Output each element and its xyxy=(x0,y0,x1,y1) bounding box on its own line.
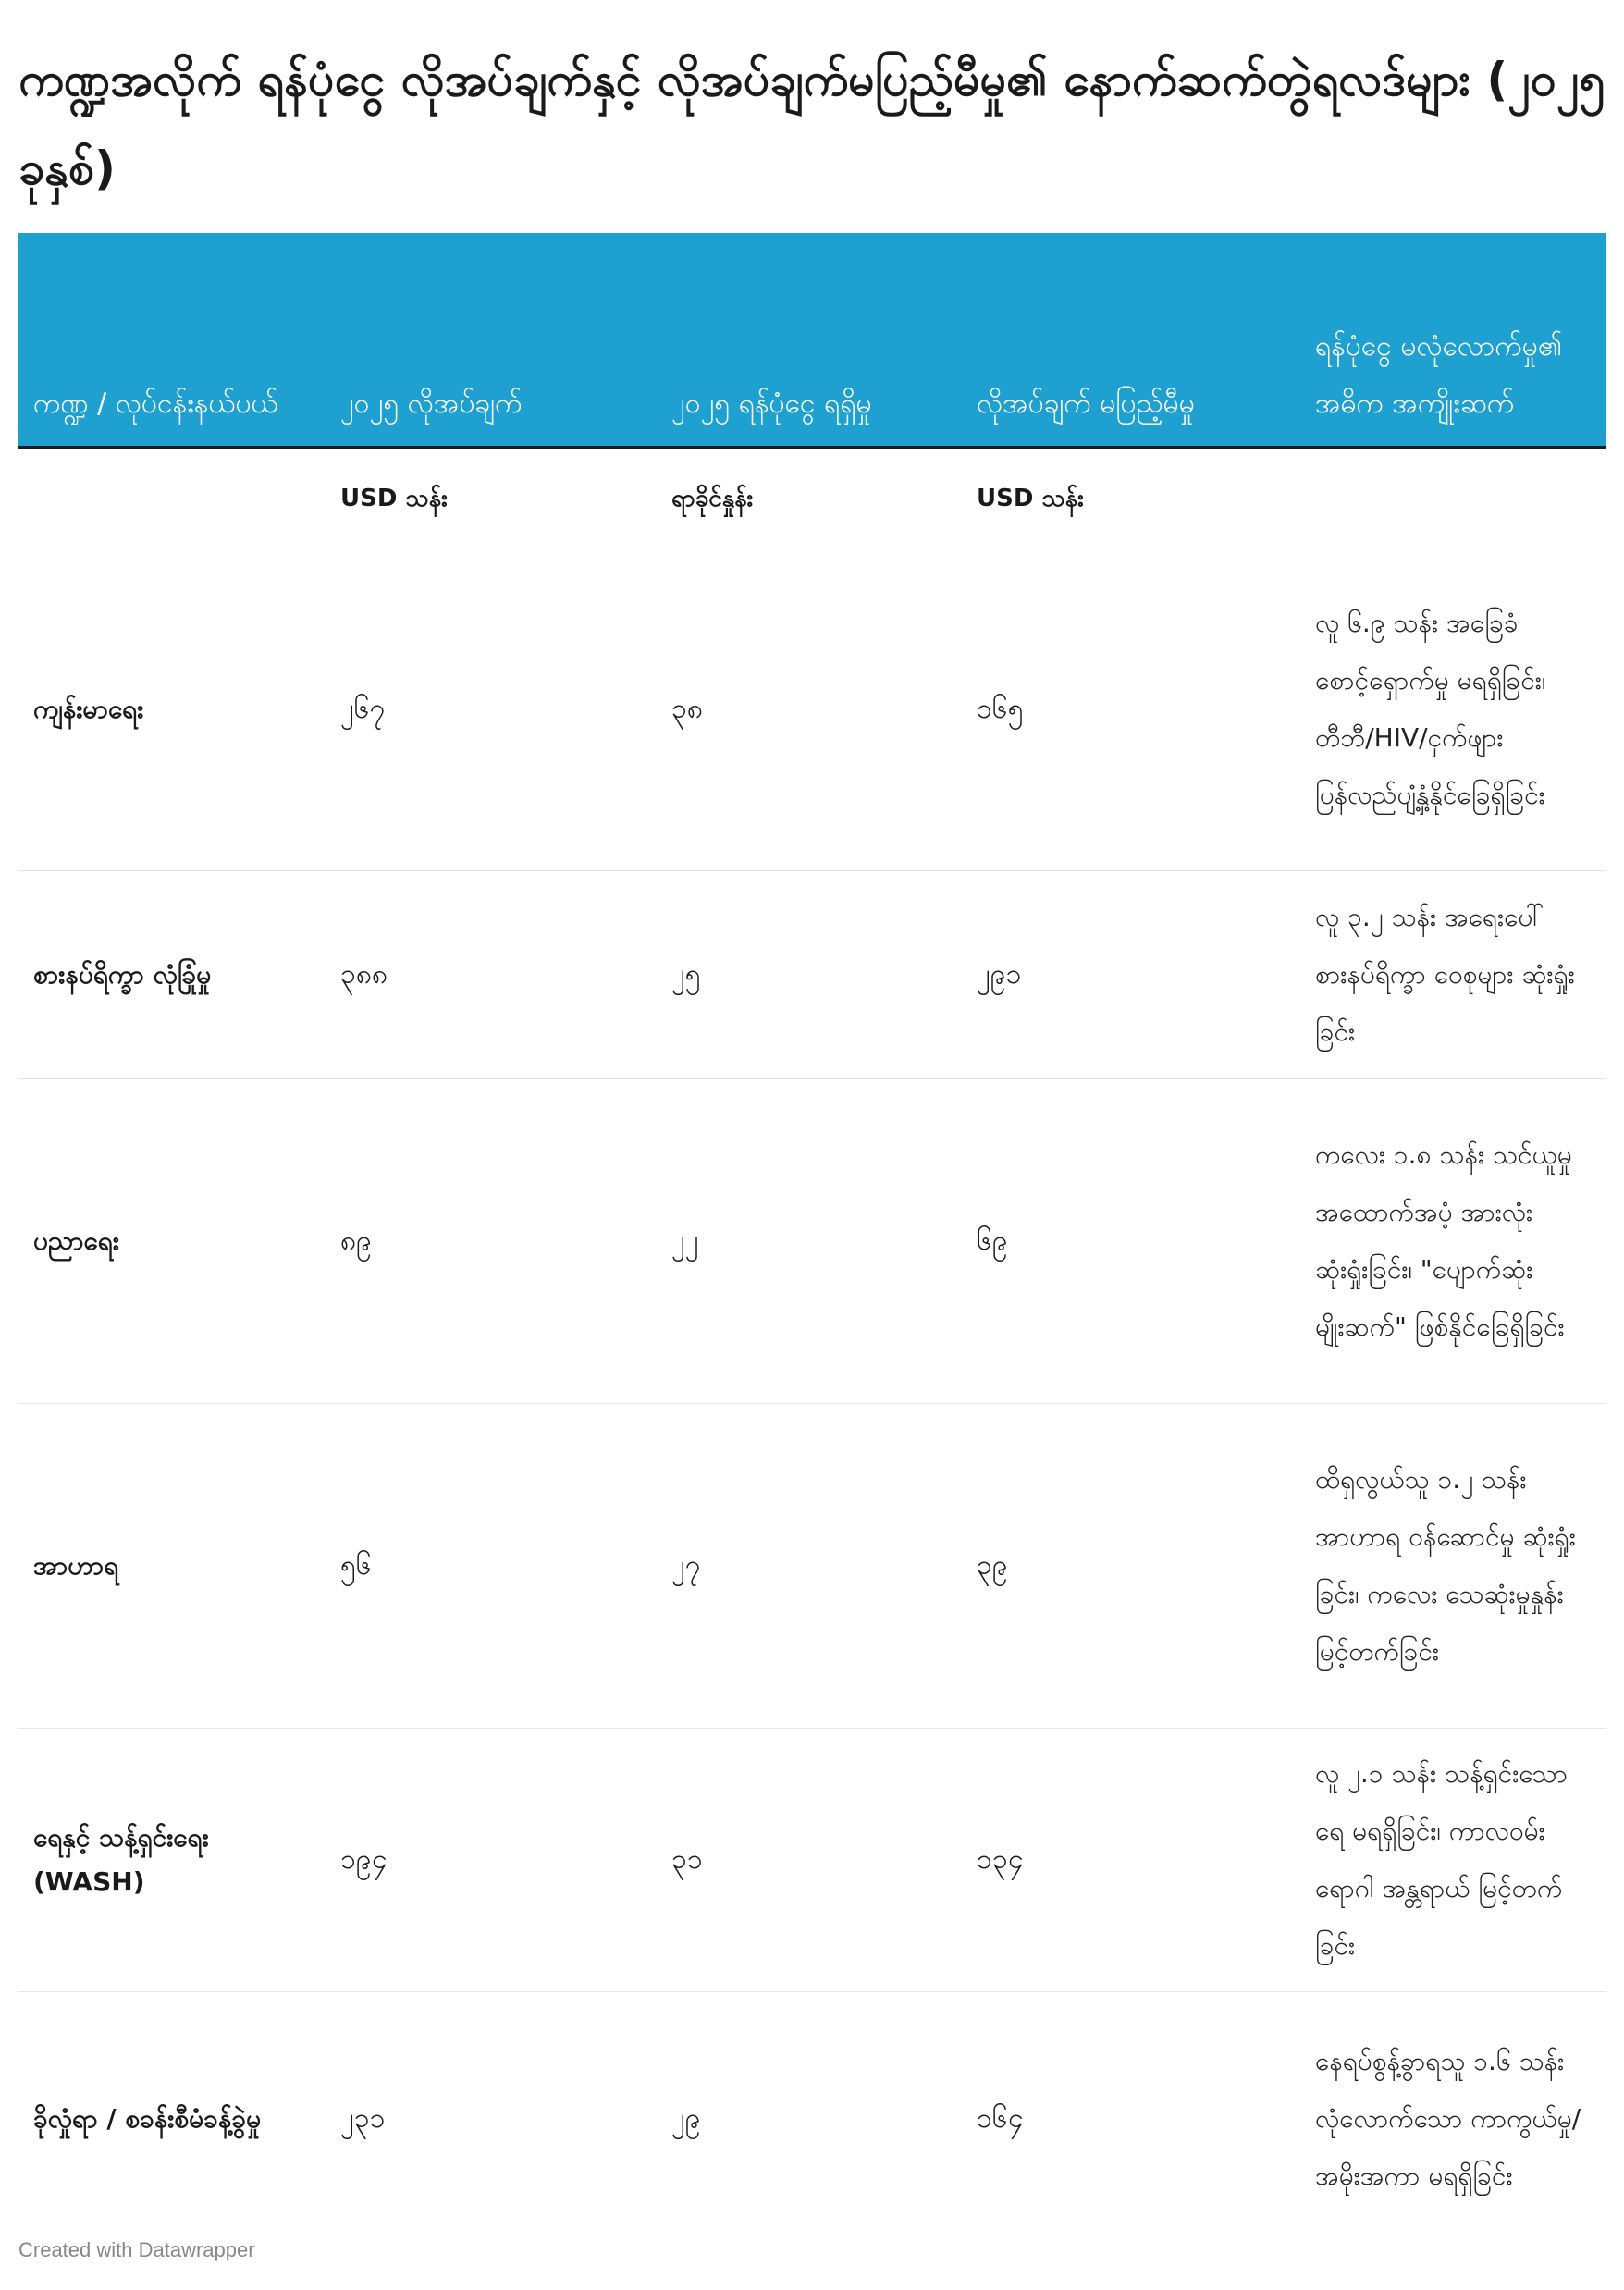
unit-need: USD သန်း xyxy=(326,448,657,548)
cell-gap: ၆၉ xyxy=(962,1079,1300,1404)
cell-funded: ၂၅ xyxy=(657,871,962,1079)
header-gap[interactable]: လိုအပ်ချက် မပြည့်မီမှု xyxy=(962,233,1300,448)
cell-need: ၂၃၁ xyxy=(340,2102,386,2135)
cell-need: ၅၆ xyxy=(326,1404,657,1729)
cell-funded: ၂၉ xyxy=(671,2102,701,2135)
table-row xyxy=(18,871,1606,1079)
table-row xyxy=(18,1404,1606,1729)
cell-impact: လူ ၆.၉ သန်း အခြေခံ စောင့်ရှောက်မှု မရရှိခြင်း၊ တီဘီ/HIV/ငှက်ဖျား ပြန်လည်ပျံ့နှံ့နိုင်ခြေရှိခြင်း xyxy=(1300,548,1606,871)
table-header-row xyxy=(18,233,1606,448)
cell-need: ၁၉၄ xyxy=(326,1729,657,1992)
cell-need: ၂၆၇ xyxy=(326,548,657,871)
footer-credit[interactable]: Created with Datawrapper xyxy=(18,2238,255,2261)
cell-funded: ၂၂ xyxy=(657,1079,962,1404)
cell-gap: ၃၉ xyxy=(962,1404,1300,1729)
chart-title: ကဏ္ဍအလိုက် ရန်ပုံငွေ လိုအပ်ချက်နှင့် လိုအပ်ချက်မပြည့်မီမှု၏ နောက်ဆက်တွဲရလဒ်များ (၂၀၂၅ ခုနှစ်) xyxy=(18,53,1606,195)
cell-impact: ကလေး ၁.၈ သန်း သင်ယူမှု အထောက်အပံ့ အားလုံး ဆုံးရှုံးခြင်း၊ "ပျောက်ဆုံးမျိုးဆက်" ဖြစ်နိုင်ခြေရှိခြင်း xyxy=(1300,1079,1606,1404)
cell-impact: လူ ၂.၁ သန်း သန့်ရှင်းသောရေ မရရှိခြင်း၊ ကာလဝမ်းရောဂါ အန္တရာယ် မြင့်တက်ခြင်း xyxy=(1300,1729,1606,1992)
cell-gap: ၂၉၁ xyxy=(962,871,1300,1079)
cell-sector: ရေနှင့် သန့်ရှင်းရေး (WASH) xyxy=(18,1729,326,1992)
unit-sector xyxy=(18,448,326,548)
table-row xyxy=(18,1079,1606,1404)
cell-impact: လူ ၃.၂ သန်း အရေးပေါ် စားနပ်ရိက္ခာ ဝေစုများ ဆုံးရှုံးခြင်း xyxy=(1300,871,1606,1079)
page xyxy=(18,0,1606,2191)
table-row xyxy=(18,1729,1606,1992)
unit-funded: ရာခိုင်နှုန်း xyxy=(657,448,962,548)
cell-funded: ၂၇ xyxy=(657,1404,962,1729)
header-funded[interactable]: ၂၀၂၅ ရန်ပုံငွေ ရရှိမှု xyxy=(657,233,962,448)
cell-sector: စားနပ်ရိက္ခာ လုံခြုံမှု xyxy=(18,871,326,1079)
header-need[interactable]: ၂၀၂၅ လိုအပ်ချက် xyxy=(326,233,657,448)
cell-gap: ၁၃၄ xyxy=(962,1729,1300,1992)
unit-impact xyxy=(1300,448,1606,548)
cell-gap: ၁၆၅ xyxy=(962,548,1300,871)
cell-sector: ခိုလှုံရာ / စခန်းစီမံခန့်ခွဲမှု xyxy=(33,2103,262,2134)
header-sector[interactable]: ကဏ္ဍ / လုပ်ငန်းနယ်ပယ် xyxy=(18,233,326,448)
cell-sector: ကျန်းမာရေး xyxy=(18,548,326,871)
cell-funded: ၃၈ xyxy=(657,548,962,871)
cell-gap: ၁၆၄ xyxy=(977,2102,1024,2135)
cell-need: ၈၉ xyxy=(326,1079,657,1404)
units-row xyxy=(18,448,1606,548)
table-row xyxy=(18,548,1606,871)
cell-sector: အာဟာရ xyxy=(18,1404,326,1729)
cell-impact: နေရပ်စွန့်ခွာရသူ ၁.၆ သန်း လုံလောက်သော ကာကွယ်မှု/အမိုးအကာ မရရှိခြင်း xyxy=(1315,2046,1581,2191)
unit-gap: USD သန်း xyxy=(962,448,1300,548)
data-table xyxy=(18,233,1606,2246)
cell-sector: ပညာရေး xyxy=(18,1079,326,1404)
cell-need: ၃၈၈ xyxy=(326,871,657,1079)
table-row xyxy=(18,1992,1606,2247)
header-impact[interactable]: ရန်ပုံငွေ မလုံလောက်မှု၏ အဓိက အကျိုးဆက် xyxy=(1300,233,1606,448)
cell-impact: ထိရှလွယ်သူ ၁.၂ သန်း အာဟာရ ဝန်ဆောင်မှု ဆုံးရှုံးခြင်း၊ ကလေး သေဆုံးမှုနှုန်း မြင့်တက်ခြင်း xyxy=(1300,1404,1606,1729)
cell-funded: ၃၁ xyxy=(657,1729,962,1992)
